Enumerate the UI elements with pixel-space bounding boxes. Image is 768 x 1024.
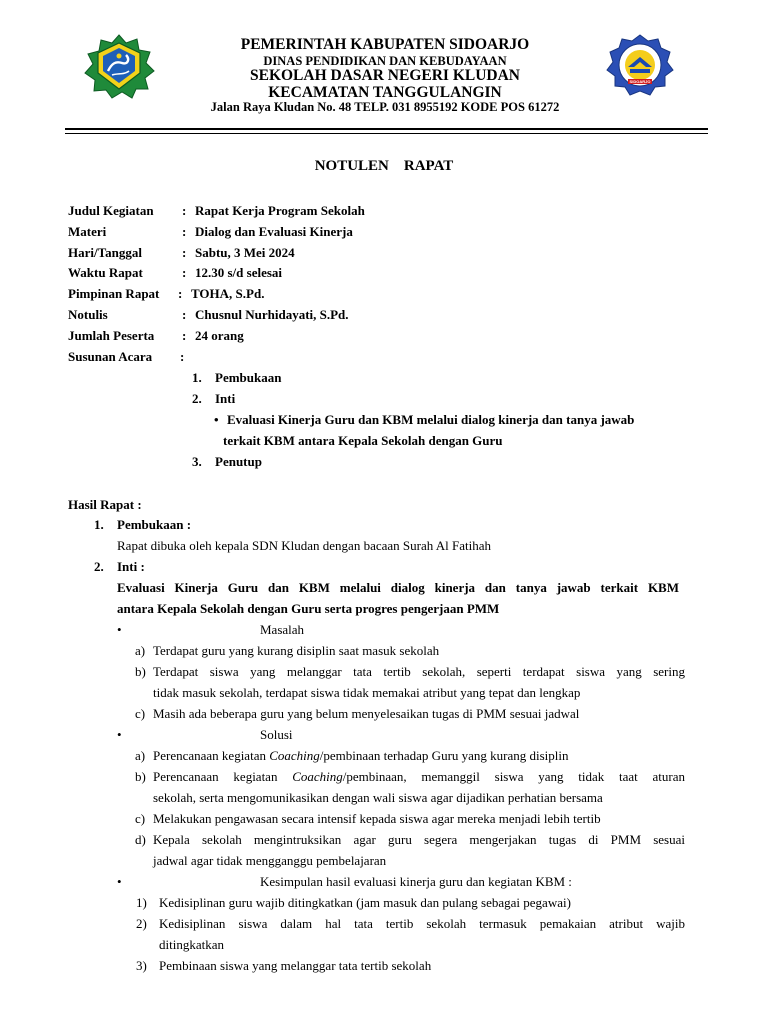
info-label: Waktu Rapat [68,265,143,280]
info-sep: : [182,265,187,280]
list-item: Perencanaan kegiatan Coaching/pembinaan terhadap Guru yang kurang disiplin [153,748,569,763]
bullet-icon: • [117,622,122,637]
list-item-cont: ditingkatkan [159,937,224,952]
section-number: 1. [94,517,104,532]
list-item: Terdapat guru yang kurang disiplin saat masuk sekolah [153,643,440,658]
letterhead-line-2: DINAS PENDIDIKAN DAN KEBUDAYAAN [263,54,507,68]
list-number: 1) [136,895,147,910]
bullet-icon: • [117,727,122,742]
subsection-label: Masalah [260,622,305,637]
info-label: Pimpinan Rapat [68,286,160,301]
info-value: 12.30 s/d selesai [195,265,283,280]
info-sep: : [182,203,187,218]
info-value: 24 orang [195,328,244,343]
list-item: Kedisiplinan siswa dalam hal tata tertib sekolah termasuk pemakaian atribut wajib [159,916,685,931]
info-sep: : [182,307,187,322]
info-value: Dialog dan Evaluasi Kinerja [195,224,353,239]
info-sep: : [182,245,187,260]
info-sep: : [182,224,187,239]
list-letter: d) [135,832,146,847]
letterhead-line-4: KECAMATAN TANGGULANGIN [268,84,502,101]
tut-wuri-handayani-badge-icon [606,34,674,96]
agenda-item: Inti [215,391,236,406]
section-title: Pembukaan : [117,517,192,532]
list-item: Melakukan pengawasan secara intensif kepada siswa agar mereka menjadi lebih tertib [153,811,601,826]
list-item-cont: sekolah, serta mengomunikasikan dengan wali siswa agar dijadikan perhatian bersama [153,790,603,805]
info-label: Notulis [68,307,108,322]
paragraph-bold: antara Kepala Sekolah dengan Guru serta progres pengerjaan PMM [117,601,500,616]
paragraph: Rapat dibuka oleh kepala SDN Kludan dengan bacaan Surah Al Fatihah [117,538,492,553]
letterhead-divider-thin [65,133,708,134]
list-letter: a) [135,643,146,658]
info-value: Rapat Kerja Program Sekolah [195,203,365,218]
list-item-cont: tidak masuk sekolah, terdapat siswa tidak memakai atribut yang tepat dan lengkap [153,685,581,700]
section-heading: Hasil Rapat : [68,497,142,512]
letterhead-divider-thick [65,128,708,130]
info-value: TOHA, S.Pd. [191,286,265,301]
agenda-number: 3. [192,454,202,469]
list-item: Pembinaan siswa yang melanggar tata tertib sekolah [159,958,432,973]
agenda-sub-item: Evaluasi Kinerja Guru dan KBM melalui dialog kinerja dan tanya jawab [227,412,635,427]
list-item: Kedisiplinan guru wajib ditingkatkan (jam masuk dan pulang sebagai pegawai) [159,895,571,910]
agenda-sub-item-cont: terkait KBM antara Kepala Sekolah dengan Guru [223,433,503,448]
badge-caption: SIDOARJO [629,79,651,85]
list-item: Kepala sekolah mengintruksikan agar guru segera mengerjakan tugas di PMM sesuai [153,832,685,847]
list-item: Terdapat siswa yang melanggar tata tertib sekolah, seperti terdapat siswa yang sering [153,664,685,679]
info-label: Materi [68,224,107,239]
list-number: 2) [136,916,147,931]
list-item: Perencanaan kegiatan Coaching/pembinaan, memanggil siswa yang tidak taat aturan [153,769,685,784]
agenda-number: 2. [192,391,202,406]
list-letter: a) [135,748,146,763]
paragraph-bold: Evaluasi Kinerja Guru dan KBM melalui dialog kinerja dan tanya jawab terkait KBM [117,580,679,595]
list-letter: c) [135,706,146,721]
list-letter: b) [135,769,146,784]
info-sep: : [180,349,185,364]
agenda-number: 1. [192,370,202,385]
subsection-label: Kesimpulan hasil evaluasi kinerja guru dan kegiatan KBM : [260,874,572,889]
info-label: Susunan Acara [68,349,153,364]
letterhead-address: Jalan Raya Kludan No. 48 TELP. 031 8955192 KODE POS 61272 [210,100,560,114]
list-letter: c) [135,811,146,826]
letterhead-line-3: SEKOLAH DASAR NEGERI KLUDAN [249,67,520,84]
section-number: 2. [94,559,104,574]
letterhead-line-1: PEMERINTAH KABUPATEN SIDOARJO [240,36,530,53]
info-value: Chusnul Nurhidayati, S.Pd. [195,307,349,322]
document-title: NOTULEN RAPAT [314,158,454,174]
bullet-icon: • [117,874,122,889]
sidoarjo-regency-crest-icon [82,33,156,99]
agenda-item: Penutup [215,454,262,469]
list-item-cont: jadwal agar tidak mengganggu pembelajaran [153,853,387,868]
list-letter: b) [135,664,146,679]
bullet-icon: • [214,412,219,427]
list-number: 3) [136,958,147,973]
agenda-item: Pembukaan [215,370,282,385]
section-title: Inti : [117,559,145,574]
info-sep: : [182,328,187,343]
subsection-label: Solusi [260,727,293,742]
info-value: Sabtu, 3 Mei 2024 [195,245,295,260]
info-label: Judul Kegiatan [68,203,154,218]
info-label: Hari/Tanggal [68,245,142,260]
info-label: Jumlah Peserta [68,328,155,343]
info-sep: : [178,286,183,301]
list-item: Masih ada beberapa guru yang belum menyelesaikan tugas di PMM sesuai jadwal [153,706,580,721]
